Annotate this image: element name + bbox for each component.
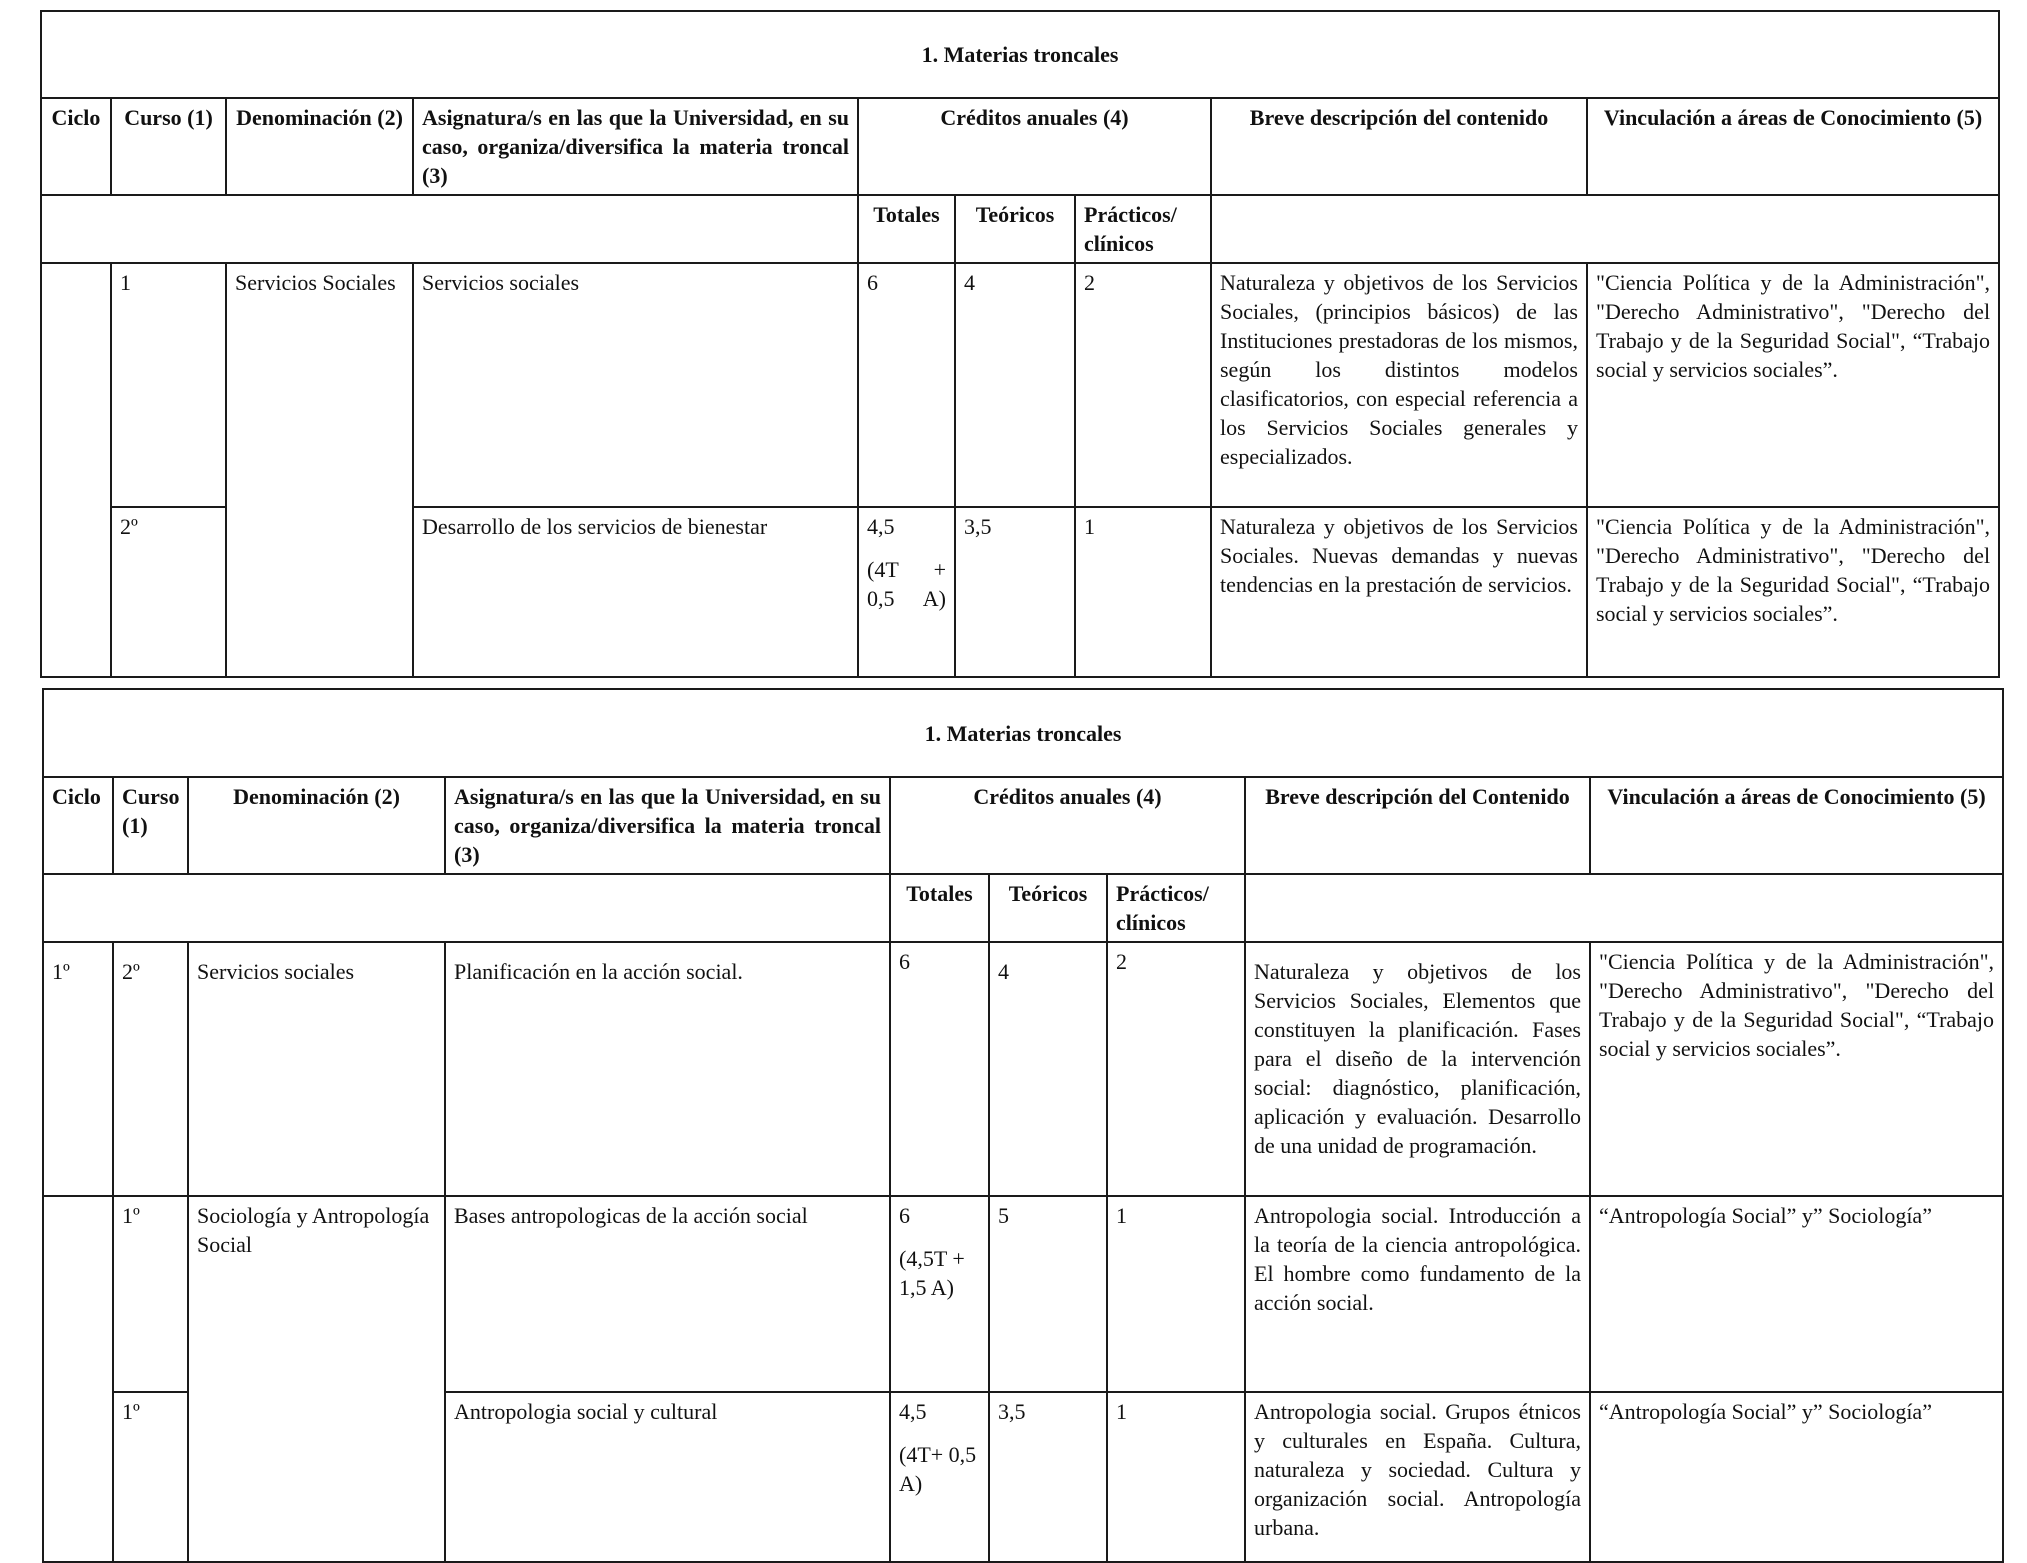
cell-denominacion: Servicios sociales bbox=[188, 942, 445, 1196]
header-vinculacion: Vinculación a áreas de Conocimiento (5) bbox=[1590, 777, 2003, 874]
cell-vinculacion: “Antropología Social” y” Sociología” bbox=[1590, 1196, 2003, 1392]
cell-asignatura: Planificación en la acción social. bbox=[445, 942, 890, 1196]
cell-totales bbox=[890, 1196, 989, 1392]
totales-value: 4,5 bbox=[867, 514, 895, 539]
cell-teoricos: 4 bbox=[989, 942, 1107, 1196]
totales-value: 4,5 bbox=[899, 1399, 927, 1424]
cell-ciclo: 1º bbox=[43, 942, 113, 1196]
cell-descripcion: Antropologia social. Grupos étnicos y culturales en España. Cultura, naturaleza y sociedad. Cultura y organización social. Antropología urbana. bbox=[1245, 1392, 1590, 1562]
cell-descripcion: Antropologia social. Introducción a la teoría de la ciencia antropológica. El hombre como fundamento de la acción social. bbox=[1245, 1196, 1590, 1392]
header-creditos: Créditos anuales (4) bbox=[858, 98, 1211, 195]
cell-curso: 2º bbox=[111, 507, 226, 677]
table-title: 1. Materias troncales bbox=[43, 689, 2003, 777]
cell-denominacion: Sociología y Antropología Social bbox=[188, 1196, 445, 1392]
header-denominacion: Denominación (2) bbox=[226, 98, 413, 195]
materias-troncales-table-1 bbox=[40, 10, 2000, 678]
cell-descripcion: Naturaleza y objetivos de los Servicios Sociales, Elementos que constituyen la planificación. Fases para el diseño de la intervención social: diagnóstico, planificación, aplicación y evaluación. Desarrollo de una unidad de programación. bbox=[1245, 942, 1590, 1196]
cell-practicos: 1 bbox=[1075, 507, 1211, 677]
header-curso: Curso (1) bbox=[111, 98, 226, 195]
cell-practicos: 2 bbox=[1075, 263, 1211, 507]
header-denominacion: Denominación (2) bbox=[188, 777, 445, 874]
cell-vinculacion: "Ciencia Política y de la Administración", "Derecho Administrativo", "Derecho del Trabajo y de la Seguridad Social", “Trabajo social y servicios sociales”. bbox=[1587, 263, 1999, 507]
cell-totales bbox=[890, 942, 989, 1196]
header-vinculacion: Vinculación a áreas de Conocimiento (5) bbox=[1587, 98, 1999, 195]
header-descripcion: Breve descripción del Contenido bbox=[1245, 777, 1590, 874]
totales-note: (4T + 0,5 A) bbox=[867, 557, 946, 611]
cell-totales bbox=[890, 1392, 989, 1562]
cell-ciclo bbox=[43, 1196, 113, 1392]
header-creditos: Créditos anuales (4) bbox=[890, 777, 1245, 874]
cell-curso: 1º bbox=[113, 1196, 188, 1392]
table-row bbox=[43, 1392, 2003, 1562]
totales-value: 6 bbox=[899, 949, 910, 974]
header-teoricos: Teóricos bbox=[955, 195, 1075, 263]
subheader-blank bbox=[43, 874, 890, 942]
header-totales: Totales bbox=[890, 874, 989, 942]
header-totales: Totales bbox=[858, 195, 955, 263]
cell-ciclo bbox=[41, 263, 111, 507]
cell-totales bbox=[858, 263, 955, 507]
header-descripcion: Breve descripción del contenido bbox=[1211, 98, 1587, 195]
cell-denominacion bbox=[226, 507, 413, 677]
cell-curso: 1 bbox=[111, 263, 226, 507]
cell-ciclo bbox=[41, 507, 111, 677]
table-row bbox=[41, 507, 1999, 677]
cell-descripcion: Naturaleza y objetivos de los Servicios Sociales. Nuevas demandas y nuevas tendencias en la prestación de servicios. bbox=[1211, 507, 1587, 677]
header-ciclo: Ciclo bbox=[41, 98, 111, 195]
cell-curso: 2º bbox=[113, 942, 188, 1196]
cell-vinculacion: "Ciencia Política y de la Administración", "Derecho Administrativo", "Derecho del Trabajo y de la Seguridad Social", “Trabajo social y servicios sociales”. bbox=[1587, 507, 1999, 677]
totales-note: (4,5T + 1,5 A) bbox=[899, 1246, 965, 1300]
subheader-blank-right bbox=[1245, 874, 2003, 942]
header-teoricos: Teóricos bbox=[989, 874, 1107, 942]
materias-troncales-table-2 bbox=[42, 688, 2004, 1563]
header-asignatura: Asignatura/s en las que la Universidad, en su caso, organiza/diversifica la materia troncal (3) bbox=[445, 777, 890, 874]
header-practicos: Prácticos/ clínicos bbox=[1075, 195, 1211, 263]
table-row bbox=[43, 1196, 2003, 1392]
cell-asignatura: Bases antropologicas de la acción social bbox=[445, 1196, 890, 1392]
header-asignatura: Asignatura/s en las que la Universidad, en su caso, organiza/diversifica la materia troncal (3) bbox=[413, 98, 858, 195]
header-curso: Curso (1) bbox=[113, 777, 188, 874]
totales-note: (4T+ 0,5 A) bbox=[899, 1442, 977, 1496]
cell-vinculacion: "Ciencia Política y de la Administración", "Derecho Administrativo", "Derecho del Trabajo y de la Seguridad Social", “Trabajo social y servicios sociales”. bbox=[1590, 942, 2003, 1196]
cell-vinculacion: “Antropología Social” y” Sociología” bbox=[1590, 1392, 2003, 1562]
cell-denominacion bbox=[188, 1392, 445, 1562]
cell-teoricos: 3,5 bbox=[989, 1392, 1107, 1562]
cell-denominacion: Servicios Sociales bbox=[226, 263, 413, 507]
cell-ciclo bbox=[43, 1392, 113, 1562]
header-ciclo: Ciclo bbox=[43, 777, 113, 874]
cell-teoricos: 4 bbox=[955, 263, 1075, 507]
cell-asignatura: Servicios sociales bbox=[413, 263, 858, 507]
subheader-blank bbox=[41, 195, 858, 263]
cell-practicos: 1 bbox=[1107, 1196, 1245, 1392]
table-row bbox=[41, 263, 1999, 507]
cell-practicos: 2 bbox=[1107, 942, 1245, 1196]
cell-teoricos: 5 bbox=[989, 1196, 1107, 1392]
cell-asignatura: Antropologia social y cultural bbox=[445, 1392, 890, 1562]
totales-value: 6 bbox=[899, 1203, 910, 1228]
cell-curso: 1º bbox=[113, 1392, 188, 1562]
cell-totales bbox=[858, 507, 955, 677]
header-practicos: Prácticos/ clínicos bbox=[1107, 874, 1245, 942]
cell-practicos: 1 bbox=[1107, 1392, 1245, 1562]
cell-teoricos: 3,5 bbox=[955, 507, 1075, 677]
subheader-blank-right bbox=[1211, 195, 1999, 263]
totales-value: 6 bbox=[867, 270, 878, 295]
cell-descripcion: Naturaleza y objetivos de los Servicios Sociales, (principios básicos) de las Instituciones prestadoras de los mismos, según los distintos modelos clasificatorios, con especial referencia a los Servicios Sociales generales y especializados. bbox=[1211, 263, 1587, 507]
table-title: 1. Materias troncales bbox=[41, 11, 1999, 98]
cell-asignatura: Desarrollo de los servicios de bienestar bbox=[413, 507, 858, 677]
table-row bbox=[43, 942, 2003, 1196]
